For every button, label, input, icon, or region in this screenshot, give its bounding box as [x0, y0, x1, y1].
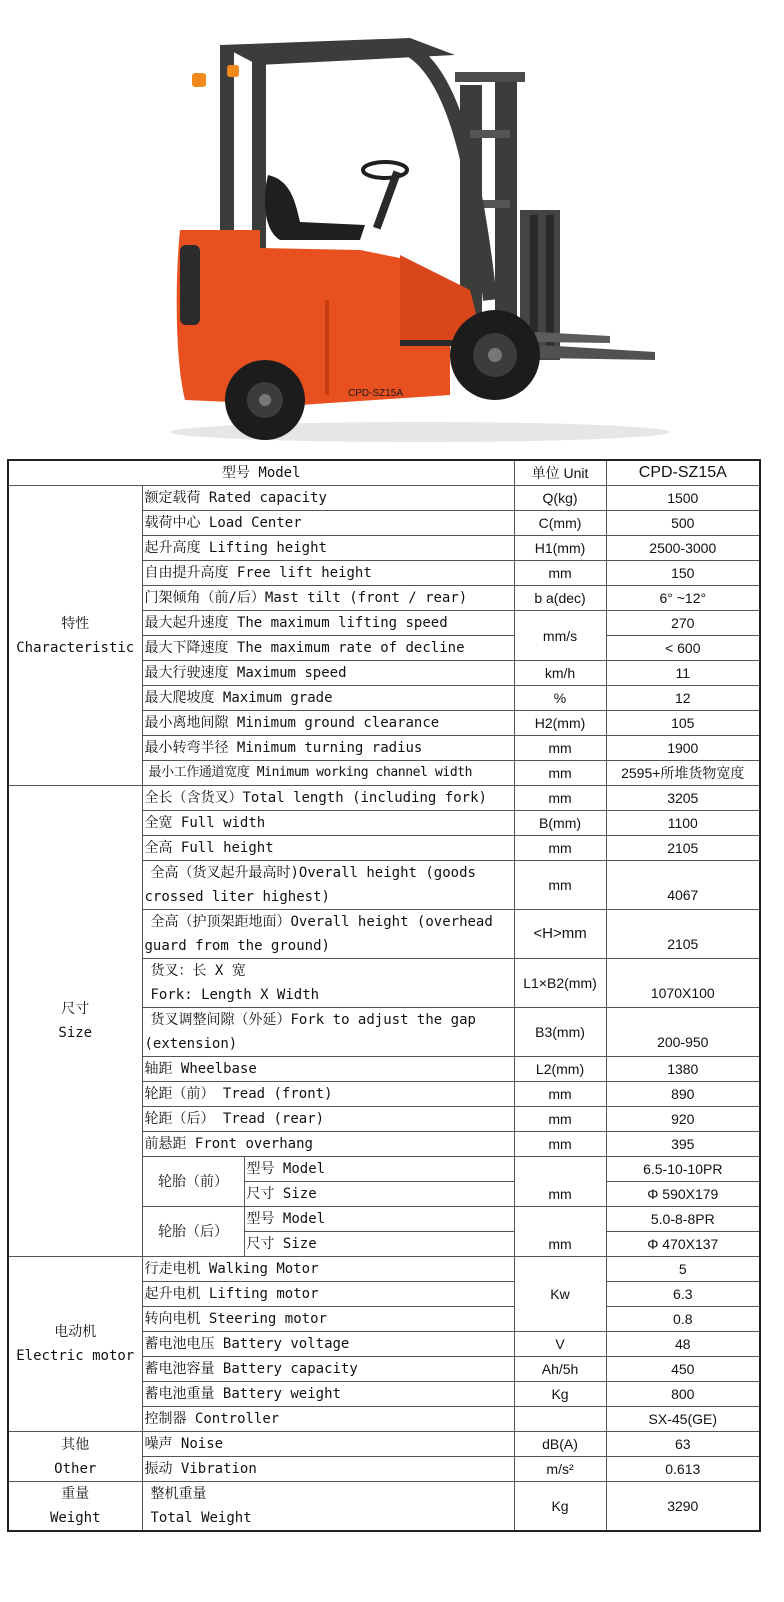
unit-cell: H2(mm) — [514, 711, 606, 736]
value-cell: 0.8 — [606, 1307, 760, 1332]
tyre-rear-label: 轮胎（后） — [142, 1207, 244, 1257]
unit-cell: Ah/5h — [514, 1357, 606, 1382]
item-label: 噪声 Noise — [142, 1432, 514, 1457]
value-cell: 890 — [606, 1082, 760, 1107]
value-cell: 4067 — [606, 861, 760, 910]
value-cell: 11 — [606, 661, 760, 686]
tyre-rear-size-label: 尺寸 Size — [244, 1232, 514, 1257]
unit-cell: mm — [514, 1207, 606, 1257]
value-cell: 500 — [606, 511, 760, 536]
unit-cell: b a(dec) — [514, 586, 606, 611]
tyre-front-size-label: 尺寸 Size — [244, 1182, 514, 1207]
table-row — [8, 786, 760, 811]
value-cell: 3205 — [606, 786, 760, 811]
item-label: 全高（货叉起升最高时)Overall height (goods crossed liter highest) — [142, 861, 514, 910]
unit-cell: C(mm) — [514, 511, 606, 536]
item-label: 全宽 Full width — [142, 811, 514, 836]
item-label: 振动 Vibration — [142, 1457, 514, 1482]
unit-cell: V — [514, 1332, 606, 1357]
unit-cell: H1(mm) — [514, 536, 606, 561]
tyre-rear-model-value: 5.0-8-8PR — [606, 1207, 760, 1232]
value-cell: 12 — [606, 686, 760, 711]
value-cell: 1070X100 — [606, 959, 760, 1008]
header-unit: 单位 Unit — [514, 460, 606, 486]
value-cell: 2105 — [606, 836, 760, 861]
value-cell: 800 — [606, 1382, 760, 1407]
item-label: 最大起升速度 The maximum lifting speed — [142, 611, 514, 636]
value-cell: 395 — [606, 1132, 760, 1157]
value-cell: 6° ~12° — [606, 586, 760, 611]
unit-cell: mm — [514, 561, 606, 586]
tyre-front-size-value: Φ 590X179 — [606, 1182, 760, 1207]
item-label: 最小离地间隙 Minimum ground clearance — [142, 711, 514, 736]
value-cell: SX-45(GE) — [606, 1407, 760, 1432]
item-label: 全高 Full height — [142, 836, 514, 861]
item-label: 蓄电池容量 Battery capacity — [142, 1357, 514, 1382]
unit-cell: Kg — [514, 1382, 606, 1407]
unit-cell: mm — [514, 836, 606, 861]
tyre-front-model-value: 6.5-10-10PR — [606, 1157, 760, 1182]
unit-cell: mm — [514, 736, 606, 761]
item-label: 轴距 Wheelbase — [142, 1057, 514, 1082]
value-cell: 2500-3000 — [606, 536, 760, 561]
item-label: 前悬距 Front overhang — [142, 1132, 514, 1157]
unit-cell: B3(mm) — [514, 1008, 606, 1057]
item-label: 最小转弯半径 Minimum turning radius — [142, 736, 514, 761]
item-label: 货叉：长 X 宽 Fork: Length X Width — [142, 959, 514, 1008]
unit-cell: mm — [514, 861, 606, 910]
value-cell: 1900 — [606, 736, 760, 761]
value-cell: 2595+所堆货物宽度 — [606, 761, 760, 786]
item-label: 蓄电池重量 Battery weight — [142, 1382, 514, 1407]
category-size: 尺寸 Size — [8, 786, 142, 1257]
value-cell: 1500 — [606, 486, 760, 511]
value-cell: 150 — [606, 561, 760, 586]
value-cell: 920 — [606, 1107, 760, 1132]
unit-cell — [514, 1407, 606, 1432]
item-label: 额定载荷 Rated capacity — [142, 486, 514, 511]
item-label: 起升高度 Lifting height — [142, 536, 514, 561]
item-label: 自由提升高度 Free lift height — [142, 561, 514, 586]
value-cell: 6.3 — [606, 1282, 760, 1307]
spec-table — [7, 459, 761, 1532]
value-cell: 63 — [606, 1432, 760, 1457]
header-item: 型号 Model — [8, 460, 514, 486]
item-label: 蓄电池电压 Battery voltage — [142, 1332, 514, 1357]
unit-cell: dB(A) — [514, 1432, 606, 1457]
unit-cell: mm — [514, 1082, 606, 1107]
value-cell: 5 — [606, 1257, 760, 1282]
unit-cell: mm — [514, 1132, 606, 1157]
unit-cell: mm — [514, 1107, 606, 1132]
unit-cell: m/s² — [514, 1457, 606, 1482]
item-label: 轮距（后） Tread (rear) — [142, 1107, 514, 1132]
unit-cell: Q(kg) — [514, 486, 606, 511]
item-label: 整机重量 Total Weight — [142, 1482, 514, 1532]
value-cell: 200-950 — [606, 1008, 760, 1057]
item-label: 最小工作通道宽度 Minimum working channel width — [142, 761, 514, 786]
value-cell: 3290 — [606, 1482, 760, 1532]
category-electric-motor: 电动机 Electric motor — [8, 1257, 142, 1432]
category-other: 其他 Other — [8, 1432, 142, 1482]
tyre-front-label: 轮胎（前） — [142, 1157, 244, 1207]
table-header-row — [8, 460, 760, 486]
item-label: 起升电机 Lifting motor — [142, 1282, 514, 1307]
item-label: 最大下降速度 The maximum rate of decline — [142, 636, 514, 661]
product-photo — [0, 0, 784, 458]
table-row — [8, 1432, 760, 1457]
item-label: 轮距（前） Tread (front) — [142, 1082, 514, 1107]
value-cell: 450 — [606, 1357, 760, 1382]
item-label: 门架倾角（前/后）Mast tilt (front / rear) — [142, 586, 514, 611]
item-label: 载荷中心 Load Center — [142, 511, 514, 536]
item-label: 控制器 Controller — [142, 1407, 514, 1432]
header-model: CPD-SZ15A — [606, 460, 760, 486]
unit-cell: Kg — [514, 1482, 606, 1532]
unit-cell: <H>mm — [514, 910, 606, 959]
category-characteristic: 特性 Characteristic — [8, 486, 142, 786]
value-cell: 2105 — [606, 910, 760, 959]
forklift-image — [0, 0, 784, 458]
unit-cell: Kw — [514, 1257, 606, 1332]
item-label: 最大行驶速度 Maximum speed — [142, 661, 514, 686]
unit-cell: km/h — [514, 661, 606, 686]
item-label: 货叉调整间隙（外延）Fork to adjust the gap (extension) — [142, 1008, 514, 1057]
tyre-rear-size-value: Φ 470X137 — [606, 1232, 760, 1257]
item-label: 转向电机 Steering motor — [142, 1307, 514, 1332]
value-cell: < 600 — [606, 636, 760, 661]
truck-model-label: CPD-SZ15A — [348, 388, 404, 399]
value-cell: 1380 — [606, 1057, 760, 1082]
unit-cell: % — [514, 686, 606, 711]
item-label: 最大爬坡度 Maximum grade — [142, 686, 514, 711]
unit-cell: L1×B2(mm) — [514, 959, 606, 1008]
tyre-front-model-label: 型号 Model — [244, 1157, 514, 1182]
tyre-rear-model-label: 型号 Model — [244, 1207, 514, 1232]
value-cell: 0.613 — [606, 1457, 760, 1482]
value-cell: 270 — [606, 611, 760, 636]
item-label: 全高（护顶架距地面）Overall height (overhead guard from the ground) — [142, 910, 514, 959]
value-cell: 105 — [606, 711, 760, 736]
unit-cell: mm/s — [514, 611, 606, 661]
item-label: 全长（含货叉）Total length (including fork) — [142, 786, 514, 811]
table-row — [8, 486, 760, 511]
table-row — [8, 1257, 760, 1282]
unit-cell: mm — [514, 761, 606, 786]
unit-cell: mm — [514, 786, 606, 811]
unit-cell: L2(mm) — [514, 1057, 606, 1082]
item-label: 行走电机 Walking Motor — [142, 1257, 514, 1282]
value-cell: 48 — [606, 1332, 760, 1357]
category-weight: 重量 Weight — [8, 1482, 142, 1532]
value-cell: 1100 — [606, 811, 760, 836]
unit-cell: mm — [514, 1157, 606, 1207]
unit-cell: B(mm) — [514, 811, 606, 836]
